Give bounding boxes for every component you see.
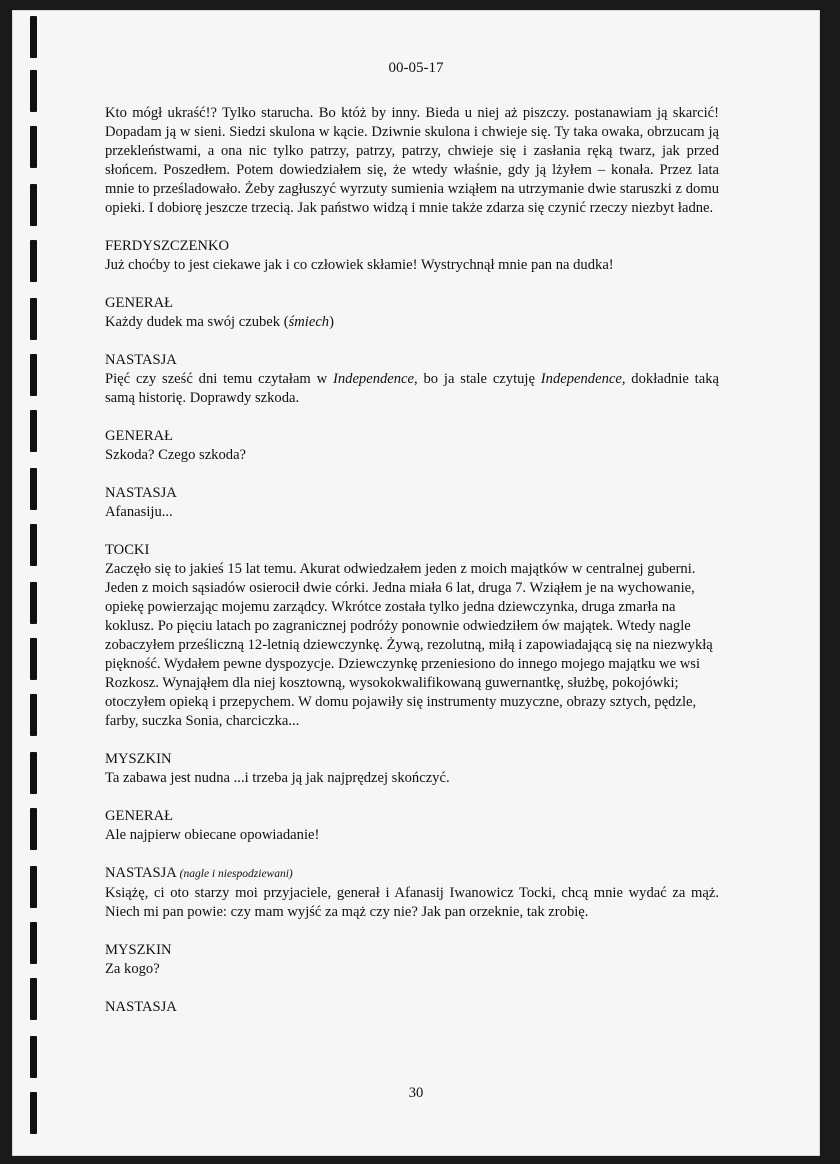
dialogue-text xyxy=(105,370,719,408)
dialogue-text-part: ) xyxy=(329,314,334,330)
dialogue-text: Szkoda? Czego szkoda? xyxy=(105,447,247,463)
binding-hole xyxy=(30,240,37,282)
dialogue-text xyxy=(105,313,719,332)
document-page xyxy=(12,10,820,1156)
speaker-name: FERDYSZCZENKO xyxy=(105,238,230,254)
binding-holes xyxy=(30,10,38,1156)
dialogue-text: Zaczęło się to jakieś 15 lat temu. Akurat odwiedzałem jeden z moich majątków w centralnej guberni. Jeden z moich sąsiadów osierocił dwie córki. Jedna miała 6 lat, druga 7. Wziąłem je na wychowanie, opiekę powierzając mojemu zarządcy. Wkrótce została tylko jedna dziewczynka, druga zmarła na koklusz. Po pięciu latach po zagranicznej podróży ponownie odwiedziłem ów majątek. Wtedy nagle zobaczyłem prześliczną 12-letnią dziewczynkę. Żywą, rezolutną, miłą i zapowiadającą się na niezwykłą piękność. Wydałem pewne dyspozycje. Dziewczynkę przeniesiono do innego mojego majątku we wsi Rozkosz. Wynająłem dla niej kosztowną, wysokokwalifikowaną guwernantkę, służbę, pokojówki; otoczyłem opieką i przepychem. W domu pojawiły się instrumenty muzyczne, obrazy sztych, pędzle, farby, suczka Sonia, charciczka... xyxy=(105,561,713,729)
speaker-name xyxy=(105,864,719,884)
dialogue-text: Już choćby to jest ciekawe jak i co człowiek skłamie! Wystrychnął mnie pan na dudka! xyxy=(105,257,614,273)
binding-hole xyxy=(30,638,37,680)
binding-hole xyxy=(30,694,37,736)
binding-hole xyxy=(30,866,37,908)
page-header-date: 00-05-17 xyxy=(388,60,444,76)
dialogue-text-part: Każdy dudek ma swój czubek ( xyxy=(105,314,289,330)
dialogue-nastasja xyxy=(105,351,719,408)
dialogue-nastasja xyxy=(105,484,719,522)
dialogue-general xyxy=(105,807,719,845)
speaker-name-text: NASTASJA xyxy=(105,865,177,881)
dialogue-nastasja xyxy=(105,998,719,1017)
page-number: 30 xyxy=(408,1085,424,1101)
dialogue-text: Ale najpierw obiecane opowiadanie! xyxy=(105,827,320,843)
dialogue-text: Za kogo? xyxy=(105,961,160,977)
binding-hole xyxy=(30,468,37,510)
binding-hole xyxy=(30,1036,37,1078)
binding-hole xyxy=(30,582,37,624)
speaker-name: NASTASJA xyxy=(105,999,177,1015)
speaker-name: GENERAŁ xyxy=(105,428,174,444)
dialogue-nastasja xyxy=(105,864,719,922)
speaker-name: GENERAŁ xyxy=(105,808,174,824)
binding-hole xyxy=(30,16,37,58)
stage-direction: (nagle i niespodziewani) xyxy=(179,868,293,880)
script-body xyxy=(105,104,719,1036)
binding-hole xyxy=(30,410,37,452)
speaker-name: NASTASJA xyxy=(105,352,177,368)
speaker-name: MYSZKIN xyxy=(105,942,172,958)
dialogue-ferdyszczenko xyxy=(105,237,719,275)
dialogue-text-part: Pięć czy sześć dni temu czytałam w xyxy=(105,371,333,387)
binding-hole xyxy=(30,126,37,168)
speaker-name: MYSZKIN xyxy=(105,751,172,767)
dialogue-general xyxy=(105,294,719,332)
dialogue-text: Ta zabawa jest nudna ...i trzeba ją jak najprędzej skończyć. xyxy=(105,770,450,786)
binding-hole xyxy=(30,752,37,794)
speaker-name: GENERAŁ xyxy=(105,295,174,311)
dialogue-tocki xyxy=(105,541,719,731)
dialogue-myszkin xyxy=(105,750,719,788)
binding-hole xyxy=(30,978,37,1020)
dialogue-text: Afanasiju... xyxy=(105,504,173,520)
dialogue-text: Książę, ci oto starzy moi przyjaciele, generał i Afanasij Iwanowicz Tocki, chcą mnie wydać za mąż. Niech mi pan powie: czy mam wyjść za mąż czy nie? Jak pan orzeknie, tak zrobię. xyxy=(105,885,719,920)
intro-passage xyxy=(105,104,719,218)
speaker-name: NASTASJA xyxy=(105,485,177,501)
binding-hole xyxy=(30,184,37,226)
binding-hole xyxy=(30,354,37,396)
italic-title: Independence xyxy=(540,371,622,387)
binding-hole xyxy=(30,524,37,566)
speaker-name: TOCKI xyxy=(105,542,150,558)
binding-hole xyxy=(30,922,37,964)
dialogue-text-part: , bo ja stale czytuję xyxy=(414,371,541,387)
dialogue-text: Kto mógł ukraść!? Tylko starucha. Bo któż by inny. Bieda u niej aż piszczy. postanawiam ją skarcić! Dopadam ją w sieni. Siedzi skulona w kącie. Dziwnie skulona i chwieje się. Ty taka owaka, obrzucam ją przekleństwami, a ona nic tylko patrzy, patrzy, patrzy, chwieje się i zasłania ręką twarz, jak przed słońcem. Poszedłem. Potem dowiedziałem się, że wtedy właśnie, gdy ją lżyłem – konała. Przez lata mnie to prześladowało. Żeby zagłuszyć wyrzuty sumienia wziąłem na utrzymanie dwie staruszki z domu opieki. I dobiorę jeszcze trzecią. Jak państwo widzą i mnie także zdarza się czynić rzeczy niezbyt ładne. xyxy=(105,105,719,216)
italic-title: Independence xyxy=(332,371,415,387)
binding-hole xyxy=(30,808,37,850)
dialogue-myszkin xyxy=(105,941,719,979)
stage-direction: śmiech xyxy=(288,314,330,330)
binding-hole xyxy=(30,298,37,340)
dialogue-text-part: , dokładnie taką samą historię. Doprawdy szkoda. xyxy=(105,371,719,406)
dialogue-general xyxy=(105,427,719,465)
